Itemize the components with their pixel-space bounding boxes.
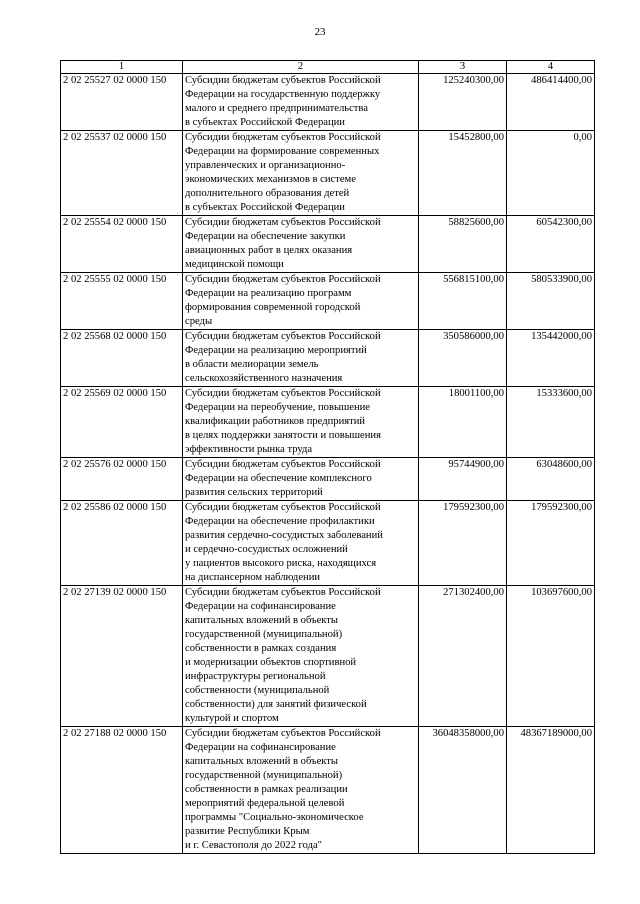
description-cell: Субсидии бюджетам субъектов Российской Федерации на обеспечение комплексного развития сельских территорий xyxy=(183,458,419,501)
amount-col3-cell: 271302400,00 xyxy=(419,586,507,727)
budget-code-cell: 2 02 25586 02 0000 150 xyxy=(61,501,183,586)
budget-code-cell: 2 02 25554 02 0000 150 xyxy=(61,216,183,273)
budget-code-cell: 2 02 27139 02 0000 150 xyxy=(61,586,183,727)
column-header-4: 4 xyxy=(507,61,595,74)
amount-col4-cell: 60542300,00 xyxy=(507,216,595,273)
budget-code-cell: 2 02 25569 02 0000 150 xyxy=(61,387,183,458)
budget-code-cell: 2 02 25537 02 0000 150 xyxy=(61,131,183,216)
table-header-row xyxy=(61,61,595,74)
description-cell: Субсидии бюджетам субъектов Российской Федерации на государственную поддержку малого и среднего предпринимательства в субъектах Российской Федерации xyxy=(183,74,419,131)
description-cell: Субсидии бюджетам субъектов Российской Федерации на обеспечение закупки авиационных работ в целях оказания медицинской помощи xyxy=(183,216,419,273)
amount-col3-cell: 15452800,00 xyxy=(419,131,507,216)
amount-col3-cell: 125240300,00 xyxy=(419,74,507,131)
description-cell: Субсидии бюджетам субъектов Российской Федерации на формирование современных управленческих и организационно- экономических механизмов в системе дополнительного образования детей в субъектах Российской Федерации xyxy=(183,131,419,216)
budget-code-cell: 2 02 25555 02 0000 150 xyxy=(61,273,183,330)
table-row xyxy=(61,273,595,330)
table-row xyxy=(61,586,595,727)
budget-code-cell: 2 02 25527 02 0000 150 xyxy=(61,74,183,131)
amount-col4-cell: 580533900,00 xyxy=(507,273,595,330)
description-cell: Субсидии бюджетам субъектов Российской Федерации на обеспечение профилактики развития сердечно-сосудистых заболеваний и сердечно-сосудистых осложнений у пациентов высокого риска, находящихся на диспансерном наблюдении xyxy=(183,501,419,586)
amount-col3-cell: 556815100,00 xyxy=(419,273,507,330)
amount-col3-cell: 18001100,00 xyxy=(419,387,507,458)
amount-col4-cell: 103697600,00 xyxy=(507,586,595,727)
amount-col4-cell: 48367189000,00 xyxy=(507,727,595,854)
column-header-1: 1 xyxy=(61,61,183,74)
table-row xyxy=(61,458,595,501)
amount-col4-cell: 179592300,00 xyxy=(507,501,595,586)
table-row xyxy=(61,501,595,586)
description-cell: Субсидии бюджетам субъектов Российской Федерации на реализацию мероприятий в области мелиорации земель сельскохозяйственного назначения xyxy=(183,330,419,387)
budget-code-cell: 2 02 25568 02 0000 150 xyxy=(61,330,183,387)
description-cell: Субсидии бюджетам субъектов Российской Федерации на софинансирование капитальных вложений в объекты государственной (муниципальной) собственности в рамках реализации мероприятий федеральной целевой программы "Социально-экономическое развитие Республики Крым и г. Севастополя до 2022 года" xyxy=(183,727,419,854)
amount-col4-cell: 15333600,00 xyxy=(507,387,595,458)
page-number: 23 xyxy=(314,26,326,38)
table-row xyxy=(61,74,595,131)
amount-col3-cell: 350586000,00 xyxy=(419,330,507,387)
table-row xyxy=(61,216,595,273)
amount-col4-cell: 63048600,00 xyxy=(507,458,595,501)
amount-col4-cell: 486414400,00 xyxy=(507,74,595,131)
amount-col3-cell: 36048358000,00 xyxy=(419,727,507,854)
amount-col3-cell: 179592300,00 xyxy=(419,501,507,586)
column-header-2: 2 xyxy=(183,61,419,74)
amount-col4-cell: 135442000,00 xyxy=(507,330,595,387)
table-row xyxy=(61,330,595,387)
table-row xyxy=(61,727,595,854)
description-cell: Субсидии бюджетам субъектов Российской Федерации на переобучение, повышение квалификации работников предприятий в целях поддержки занятости и повышения эффективности рынка труда xyxy=(183,387,419,458)
table-row xyxy=(61,131,595,216)
budget-code-cell: 2 02 25576 02 0000 150 xyxy=(61,458,183,501)
budget-table xyxy=(60,60,595,854)
amount-col4-cell: 0,00 xyxy=(507,131,595,216)
table-row xyxy=(61,387,595,458)
amount-col3-cell: 95744900,00 xyxy=(419,458,507,501)
column-header-3: 3 xyxy=(419,61,507,74)
amount-col3-cell: 58825600,00 xyxy=(419,216,507,273)
description-cell: Субсидии бюджетам субъектов Российской Федерации на софинансирование капитальных вложений в объекты государственной (муниципальной) собственности в рамках создания и модернизации объектов спортивной инфраструктуры региональной собственности (муниципальной собственности) для занятий физической культурой и спортом xyxy=(183,586,419,727)
description-cell: Субсидии бюджетам субъектов Российской Федерации на реализацию программ формирования современной городской среды xyxy=(183,273,419,330)
budget-code-cell: 2 02 27188 02 0000 150 xyxy=(61,727,183,854)
